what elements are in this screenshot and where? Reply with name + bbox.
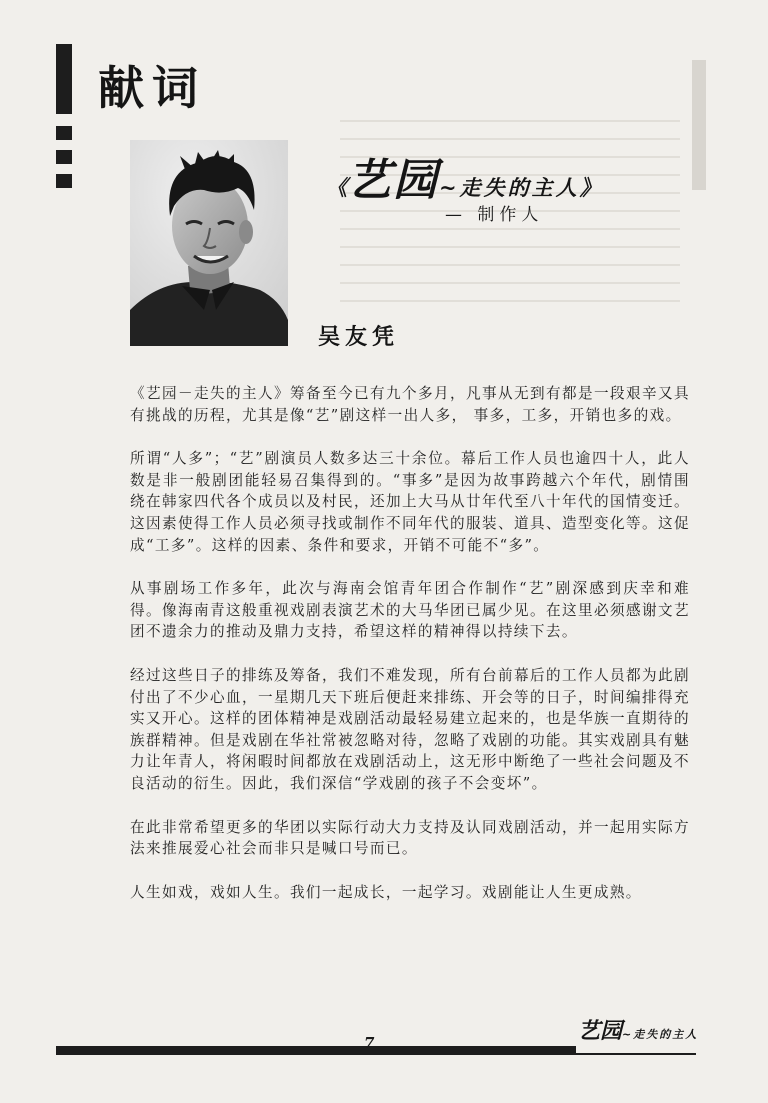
footer-rule-thin [576, 1053, 696, 1055]
header-square-3 [56, 174, 72, 188]
author-name: 吴友凭 [318, 324, 400, 350]
author-photo [130, 140, 288, 346]
page-title: 献词 [98, 61, 206, 115]
header-square-2 [56, 150, 72, 164]
footer-logo-name: 艺园 [578, 1018, 623, 1044]
page-number: 7 [364, 1034, 375, 1052]
production-name: 艺园 [347, 155, 439, 206]
header-vertical-bar [56, 44, 72, 114]
bleed-through-mark [692, 60, 706, 190]
paragraph-1: 《艺园－走失的主人》筹备至今已有九个多月，凡事从无到有都是一段艰辛又具有挑战的历程，尤其是像“艺”剧这样一出人多， 事多，工多，开销也多的戏。 [130, 385, 690, 424]
author-role: — 制作人 [445, 205, 544, 225]
paragraph-3: 从事剧场工作多年，此次与海南会馆青年团合作制作“艺”剧深感到庆幸和难得。像海南青这般重视戏剧表演艺术的大马华团已属少见。在这里必须感谢文艺团不遗余力的推动及鼎力支持，希望这样的精神得以持续下去。 [130, 580, 690, 641]
production-open-quote: 《 [326, 175, 347, 200]
paragraph-5: 在此非常希望更多的华团以实际行动大力支持及认同戏剧活动，并一起用实际方法来推展爱心社会而非只是喊口号而已。 [130, 818, 690, 858]
header-square-1 [56, 126, 72, 140]
production-subtitle: ~走失的主人》 [439, 175, 604, 200]
footer-logo [578, 1014, 698, 1045]
paragraph-6: 人生如戏，戏如人生。我们一起成长，一起学习。戏剧能让人生更成熟。 [130, 883, 642, 901]
paragraph-2: 所谓“人多”；“艺”剧演员人数多达三十余位。幕后工作人员也逾四十人，此人数是非一般剧团能轻易召集得到的。“事多”是因为故事跨越六个年代，剧情围绕在韩家四代各个成员以及村民，还加上大马从廿年代至八十年代的国情变迁。这因素使得工作人员必须寻找或制作不同年代的服装、道具、造型变化等。这促成“工多”。这样的因素、条件和要求，开销不可能不“多”。 [130, 450, 690, 554]
footer-logo-subtitle: ~走失的主人 [622, 1028, 699, 1041]
production-title [326, 144, 626, 208]
paragraph-4: 经过这些日子的排练及筹备，我们不难发现，所有台前幕后的工作人员都为此剧付出了不少心血，一星期几天下班后便赶来排练、开会等的日子，时间编排得充实又开心。这样的团体精神是戏剧活动最轻易建立起来的，也是华族一直期待的族群精神。但是戏剧在华社常被忽略对待，忽略了戏剧的功能。其实戏剧具有魅力让年青人，将闲暇时间都放在戏剧活动上，这无形中断绝了一些社会问题及不良活动的衍生。因此，我们深信“学戏剧的孩子不会变坏”。 [130, 666, 690, 792]
dedication-body [130, 383, 690, 925]
footer-rule [56, 1046, 576, 1055]
